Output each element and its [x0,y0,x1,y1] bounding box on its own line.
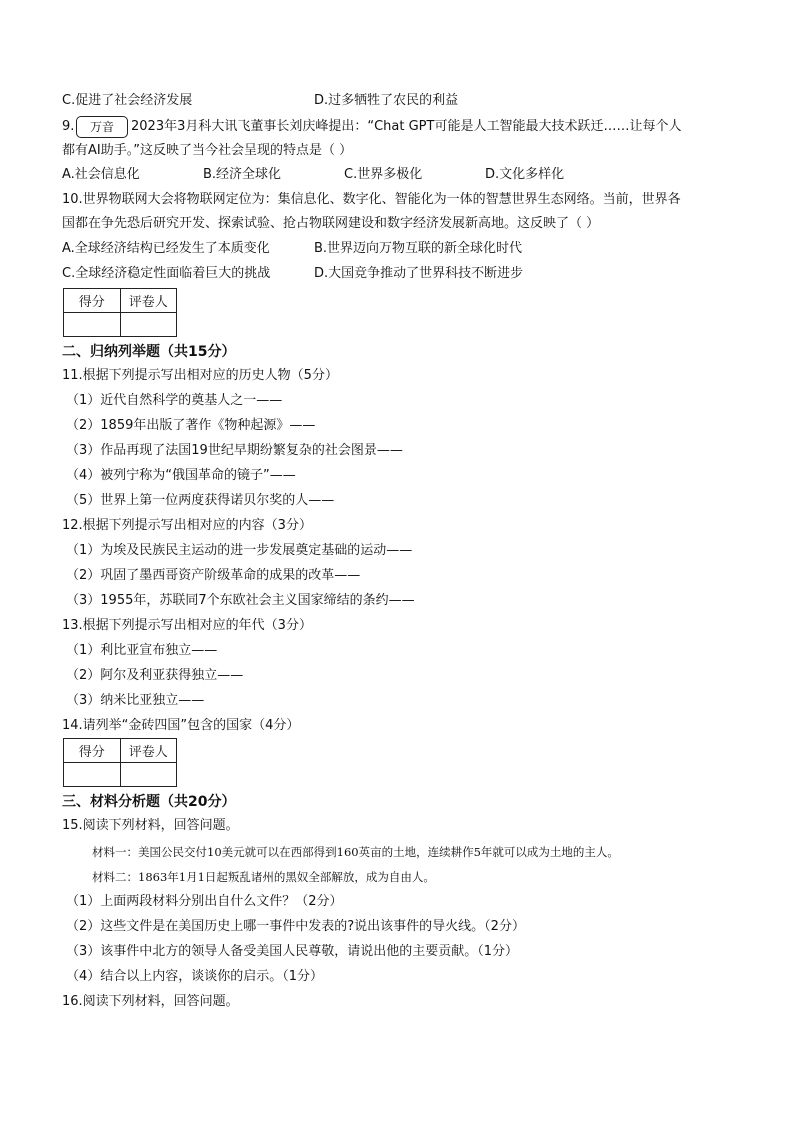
q15-stem: 15.阅读下列材料，回答问题。 [62,818,239,833]
q9-stem-line1: 2023年3月科大讯飞董事长刘庆峰提出：“Chat GPT可能是人工智能最大技术跃迁……让每个人 [131,119,682,134]
q15-material-2: 材料二：1863年1月1日起叛乱诸州的黑奴全部解放，成为自由人。 [92,870,435,884]
q14-stem: 14.请列举“金砖四国”包含的国家（4分） [62,718,300,733]
q15-material-1: 材料一：美国公民交付10美元就可以在西部得到160英亩的土地，连续耕作5年就可以成为土地的主人。 [92,845,619,859]
q12-item: （1）为埃及民族民主运动的进一步发展奠定基础的运动—— [66,543,413,558]
q13-item: （1）利比亚宣布独立—— [66,643,218,658]
grader-header: 评卷人 [120,739,177,763]
score-table [63,738,177,787]
q12-item: （3）1955年，苏联同7个东欧社会主义国家缔结的条约—— [66,593,415,608]
q10-option-a: A.全球经济结构已经发生了本质变化 [62,241,270,256]
q9-number: 9. [62,119,75,134]
q13-item: （3）纳米比亚独立—— [66,693,205,708]
q11-item: （3）作品再现了法国19世纪早期纷繁复杂的社会图景—— [66,443,403,458]
q8-option-c: C.促进了社会经济发展 [62,93,193,108]
q10-stem-line1: 10.世界物联网大会将物联网定位为：集信息化、数字化、智能化为一体的智慧世界生态网络。当前，世界各 [62,192,681,207]
q9-option-a: A.社会信息化 [62,167,140,182]
score-cell[interactable] [64,763,121,787]
q10-stem-line2: 国都在争先恐后研究开发、探索试验、抢占物联网建设和数字经济发展新高地。这反映了（ ） [62,216,600,231]
score-table [63,288,177,337]
q13-stem: 13.根据下列提示写出相对应的年代（3分） [62,618,312,633]
q11-stem: 11.根据下列提示写出相对应的历史人物（5分） [62,368,338,383]
q11-item: （4）被列宁称为“俄国革命的镜子”—— [66,468,296,483]
q11-item: （5）世界上第一位两度获得诺贝尔奖的人—— [66,493,335,508]
q10-option-c: C.全球经济稳定性面临着巨大的挑战 [62,266,271,281]
grader-cell[interactable] [120,313,177,337]
q10-option-d: D.大国竞争推动了世界科技不断进步 [314,266,524,281]
q10-option-b: B.世界迈向万物互联的新全球化时代 [314,241,523,256]
section-2-title: 二、归纳列举题（共15分） [62,344,236,360]
q13-item: （2）阿尔及利亚获得独立—— [66,668,244,683]
grader-cell[interactable] [120,763,177,787]
q15-item: （1）上面两段材料分别出自什么文件？（2分） [66,894,343,909]
q8-option-d: D.过多牺牲了农民的利益 [314,93,459,108]
score-header: 得分 [64,289,121,313]
q15-item: （2）这些文件是在美国历史上哪一事件中发表的?说出该事件的导火线。（2分） [66,919,525,934]
q9-stamp: 万音 [76,116,128,138]
q11-item: （1）近代自然科学的奠基人之一—— [66,393,283,408]
q12-item: （2）巩固了墨西哥资产阶级革命的成果的改革—— [66,568,361,583]
q9-option-d: D.文化多样化 [485,167,565,182]
q15-item: （3）该事件中北方的领导人备受美国人民尊敬，请说出他的主要贡献。（1分） [66,944,519,959]
q11-item: （2）1859年出版了著作《物种起源》—— [66,418,316,433]
q12-stem: 12.根据下列提示写出相对应的内容（3分） [62,518,312,533]
q9-option-b: B.经济全球化 [203,167,282,182]
score-header: 得分 [64,739,121,763]
grader-header: 评卷人 [120,289,177,313]
section-3-title: 三、材料分析题（共20分） [62,794,236,810]
q16-stem: 16.阅读下列材料，回答问题。 [62,994,239,1009]
q15-item: （4）结合以上内容，谈谈你的启示。（1分） [66,969,324,984]
q9-stem-line2: 都有AI助手。”这反映了当今社会呈现的特点是（ ） [62,143,353,158]
score-cell[interactable] [64,313,121,337]
q9-option-c: C.世界多极化 [344,167,423,182]
